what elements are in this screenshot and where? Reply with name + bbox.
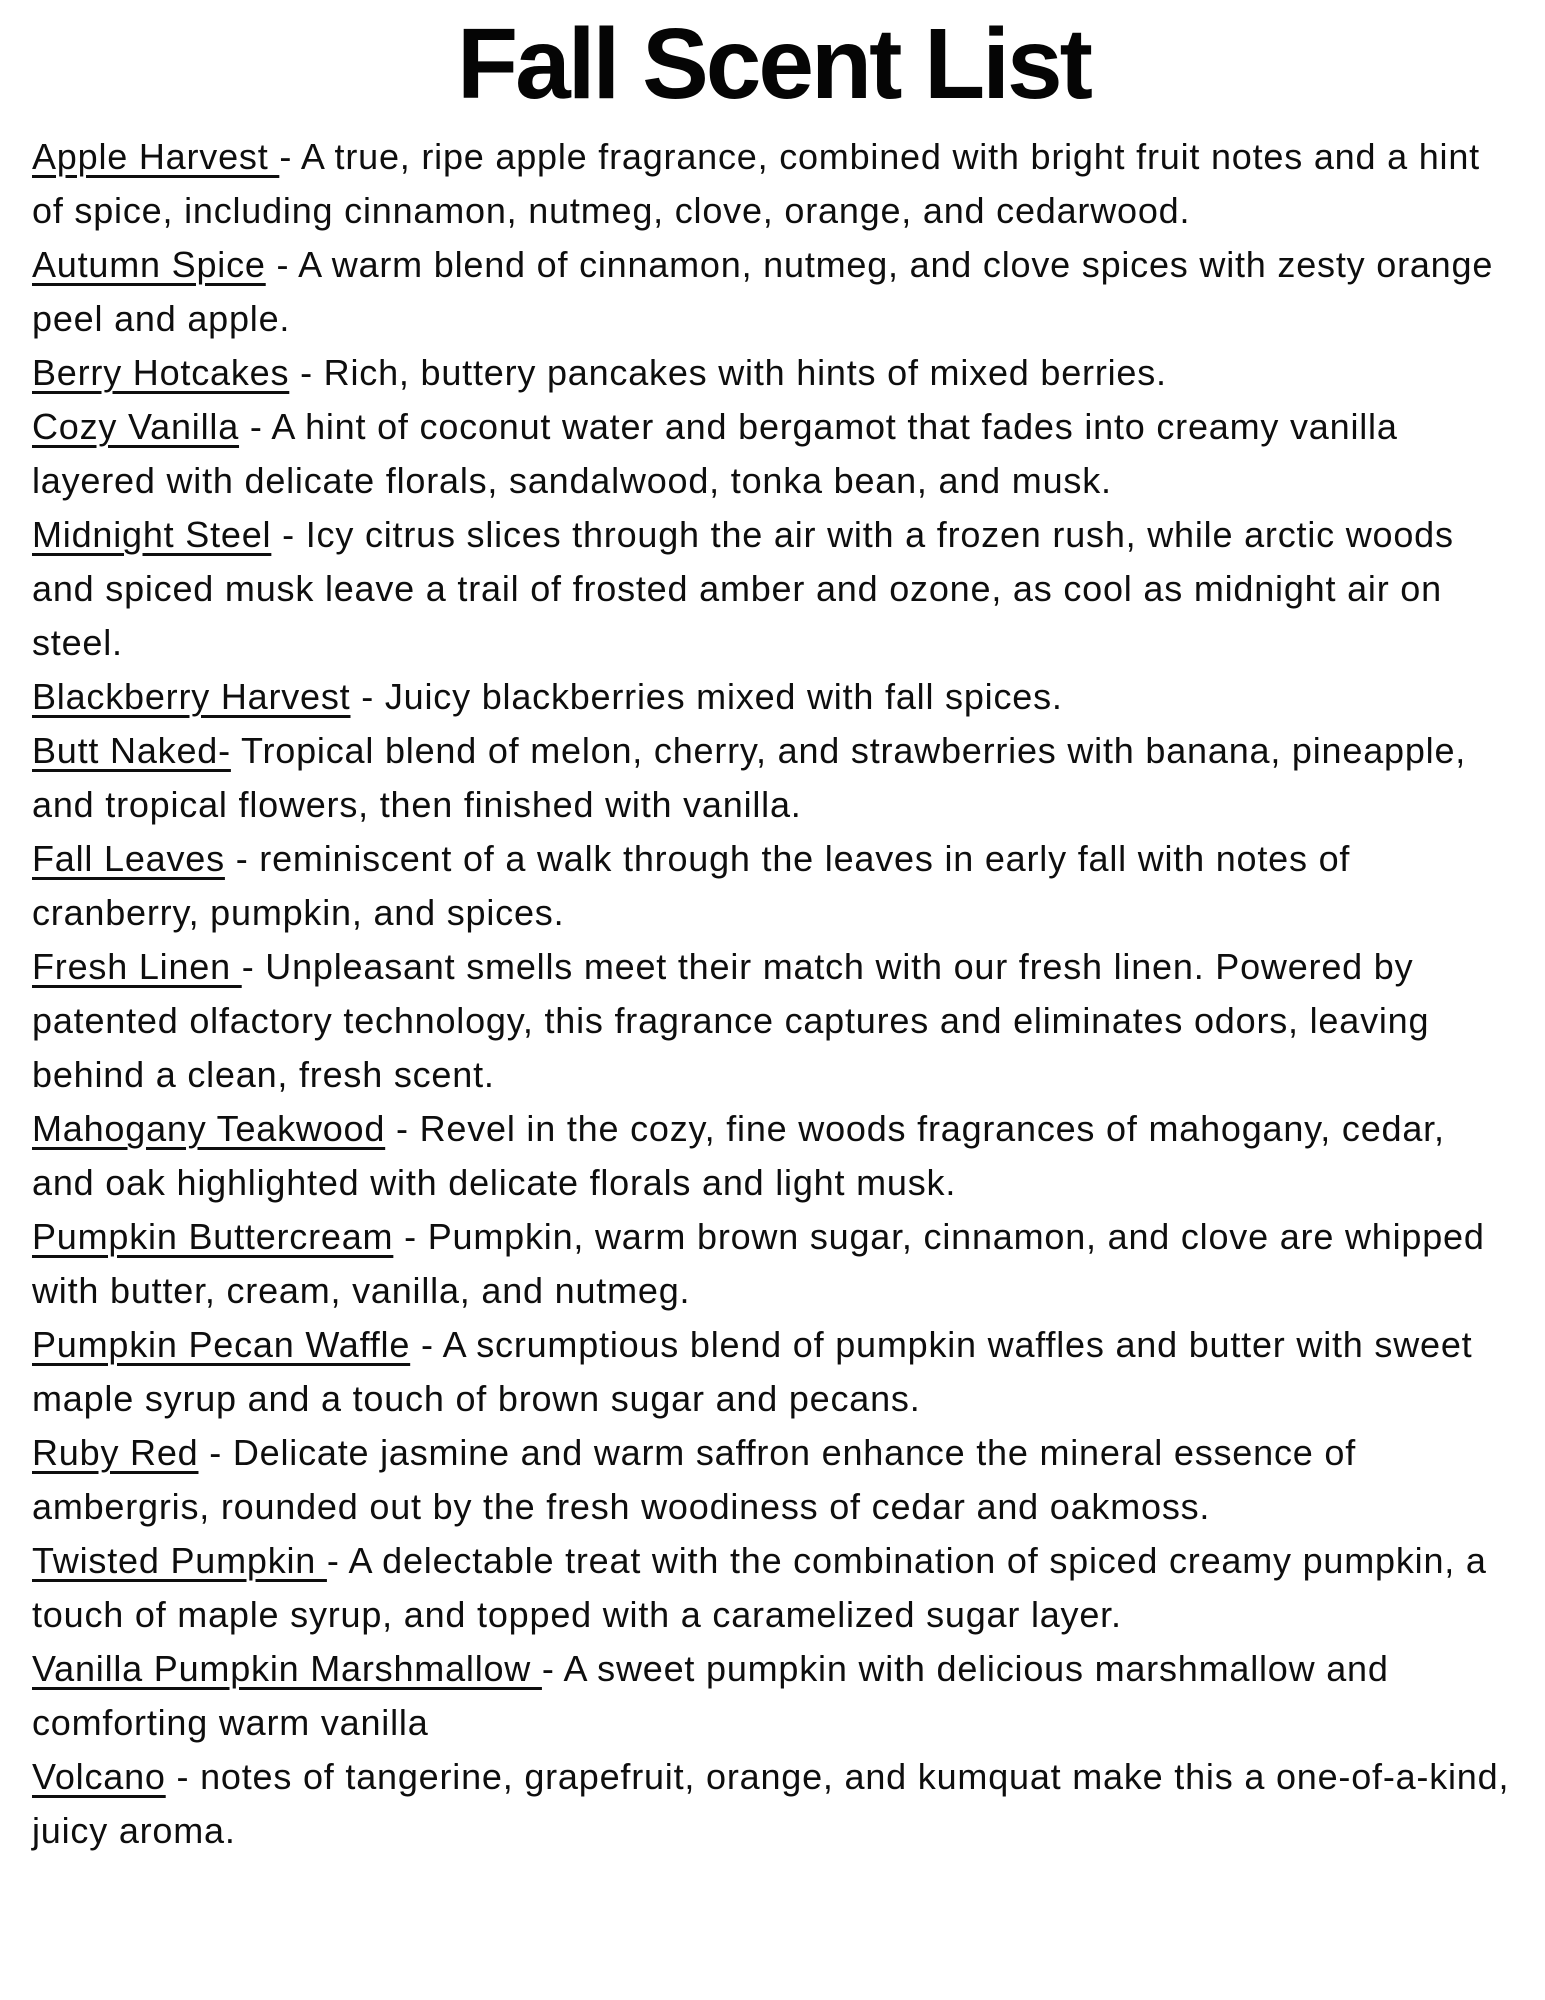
scent-entry (32, 508, 1515, 670)
scent-entry (32, 1210, 1515, 1318)
scent-name: Ruby Red (32, 1432, 199, 1473)
scent-desc: - Unpleasant smells meet their match with our fresh linen. Powered by patented olfactory technology, this fragrance captures and eliminates odors, leaving behind a clean, fresh scent. (32, 946, 1441, 1095)
scent-entry (32, 1642, 1515, 1750)
scent-name: Pumpkin Pecan Waffle (32, 1324, 411, 1365)
scent-entry (32, 400, 1515, 508)
scent-entry (32, 130, 1515, 238)
scent-desc: - Pumpkin, warm brown sugar, cinnamon, and clove are whipped with butter, cream, vanilla, and nutmeg. (32, 1216, 1496, 1311)
scent-name: Blackberry Harvest (32, 676, 351, 717)
scent-desc: - A true, ripe apple fragrance, combined with bright fruit notes and a hint of spice, including cinnamon, nutmeg, clove, orange, and cedarwood. (32, 136, 1491, 231)
scent-entry (32, 724, 1515, 832)
scent-name: Midnight Steel (32, 514, 272, 555)
scent-entry (32, 1102, 1515, 1210)
scent-desc: - Revel in the cozy, fine woods fragrances of mahogany, cedar, and oak highlighted with delicate florals and light musk. (32, 1108, 1456, 1203)
scent-name: Mahogany Teakwood (32, 1108, 386, 1149)
scent-desc: - A sweet pumpkin with delicious marshmallow and comforting warm vanilla (32, 1648, 1400, 1743)
scent-name: Volcano (32, 1756, 166, 1797)
scent-desc: - A hint of coconut water and bergamot that fades into creamy vanilla layered with delicate florals, sandalwood, tonka bean, and musk. (32, 406, 1409, 501)
scent-name: Berry Hotcakes (32, 352, 290, 393)
scent-entry (32, 1750, 1521, 1858)
scent-desc: - reminiscent of a walk through the leaves in early fall with notes of cranberry, pumpkin, and spices. (32, 838, 1362, 933)
scent-desc: - A warm blend of cinnamon, nutmeg, and clove spices with zesty orange peel and apple. (32, 244, 1504, 339)
scent-name: Butt Naked- (32, 730, 231, 771)
page-title: Fall Scent List (457, 8, 1090, 120)
scent-name: Pumpkin Buttercream (32, 1216, 394, 1257)
scent-desc: - A scrumptious blend of pumpkin waffles and butter with sweet maple syrup and a touch of brown sugar and pecans. (32, 1324, 1484, 1419)
scent-name: Twisted Pumpkin (32, 1540, 327, 1581)
scent-name: Fall Leaves (32, 838, 225, 879)
scent-entry (32, 940, 1515, 1102)
scent-name: Fresh Linen (32, 946, 242, 987)
scent-desc: - Rich, buttery pancakes with hints of mixed berries. (289, 352, 1167, 393)
scent-desc: - Juicy blackberries mixed with fall spices. (350, 676, 1063, 717)
scent-desc: - Icy citrus slices through the air with a frozen rush, while arctic woods and spiced musk leave a trail of frosted amber and ozone, as cool as midnight air on steel. (32, 514, 1465, 663)
scent-name: Apple Harvest (32, 136, 280, 177)
scent-desc: - A delectable treat with the combination of spiced creamy pumpkin, a touch of maple syrup, and topped with a caramelized sugar layer. (32, 1540, 1498, 1635)
scent-name: Autumn Spice (32, 244, 266, 285)
scent-entry (32, 1534, 1515, 1642)
scent-entry (32, 1318, 1515, 1426)
scent-desc: - Delicate jasmine and warm saffron enhance the mineral essence of ambergris, rounded out by the fresh woodiness of cedar and oakmoss. (32, 1432, 1367, 1527)
scent-name: Cozy Vanilla (32, 406, 240, 447)
scent-name: Vanilla Pumpkin Marshmallow (32, 1648, 542, 1689)
scent-entry (32, 1426, 1515, 1534)
scent-entry (32, 670, 1515, 724)
scent-list (32, 130, 1521, 1858)
scent-entry (32, 832, 1515, 940)
scent-desc: Tropical blend of melon, cherry, and strawberries with banana, pineapple, and tropical flowers, then finished with vanilla. (32, 730, 1477, 825)
scent-entry (32, 346, 1515, 400)
scent-entry (32, 238, 1515, 346)
scent-desc: - notes of tangerine, grapefruit, orange, and kumquat make this a one-of-a-kind, juicy aroma. (32, 1756, 1521, 1851)
